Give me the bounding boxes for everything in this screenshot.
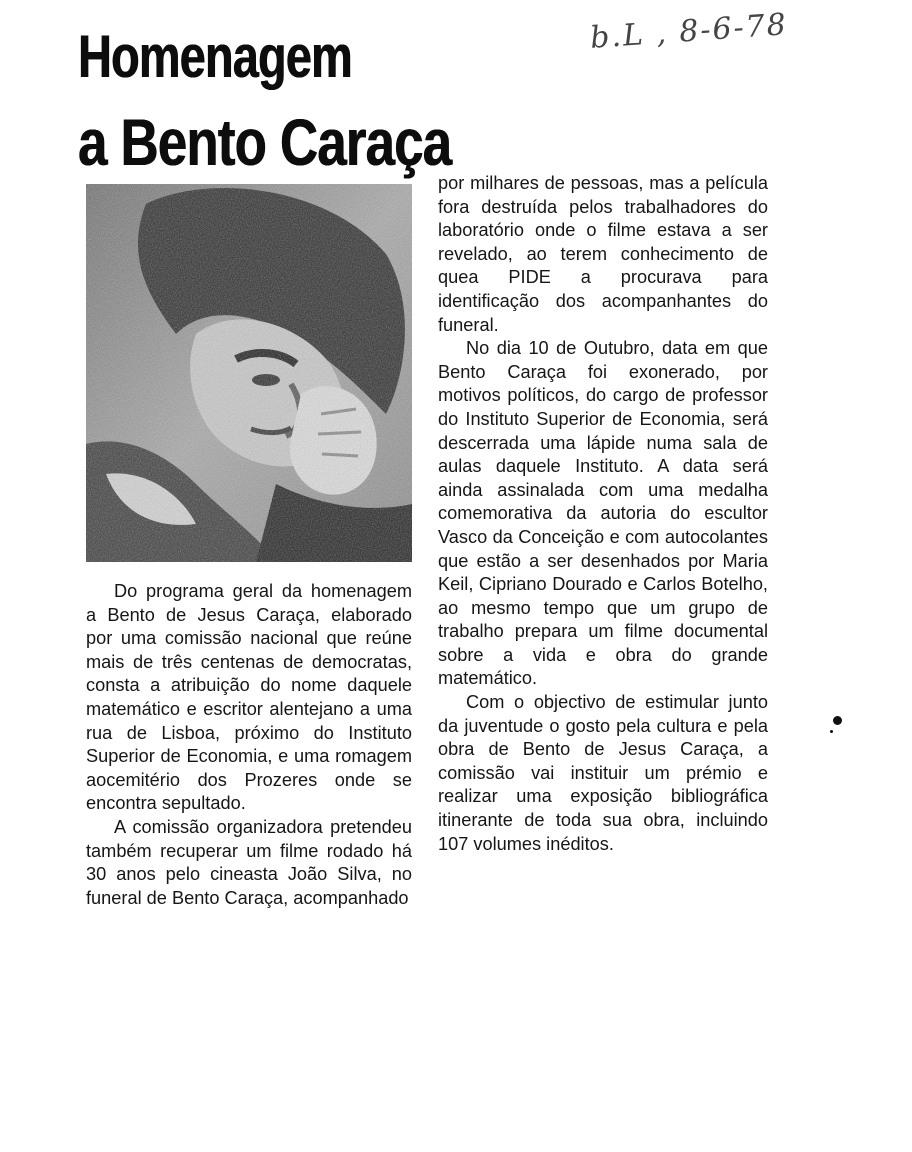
article-paragraph: No dia 10 de Outubro, data em que Bento Caraça foi exonerado, por motivos políticos, do cargo de professor do Instituto Superior de Economia, será descerrada uma lápide numa sala de aulas daquele Instituto. A data será ainda assinalada com uma medalha comemorativa da autoria do escultor Vasco da Conceição e com autocolantes que estão a ser desenhados por Maria Keil, Cipriano Dourado e Carlos Botelho, ao mesmo tempo que um grupo de trabalho prepara um filme documental sobre a vida e obra do grande matemático. [438, 338, 768, 689]
ink-speck [830, 730, 833, 733]
article-right-column [438, 172, 768, 856]
article-paragraph: A comissão organizadora pretendeu também recuperar um filme rodado há 30 anos pelo cineasta João Silva, no funeral de Bento Caraça, acompanhado [86, 816, 412, 908]
article-paragraph: Com o objectivo de estimular junto da juventude o gosto pela cultura e pela obra de Bento de Jesus Caraça, a comissão vai instituir um prémio e realizar uma exposição bibliográfica itinerante de toda sua obra, incluindo 107 volumes inéditos. [438, 692, 768, 854]
article-paragraph: por milhares de pessoas, mas a película fora destruída pelos trabalhadores do laboratório onde o filme estava a ser revelado, ao terem conhecimento de quea PIDE a procurava para identificação dos acompanhantes do funeral. [438, 173, 768, 335]
portrait-photo-icon [86, 184, 412, 562]
ink-speck [833, 716, 842, 725]
handwritten-date-note: b.L , 8-6-78 [589, 7, 789, 56]
headline-line-1: Homenagem [78, 23, 352, 90]
article-left-column [86, 580, 412, 910]
headline-line-2: a Bento Caraça [78, 105, 452, 179]
article-paragraph: Do programa geral da homenagem a Bento de Jesus Caraça, elaborado por uma comissão nacional que reúne mais de três centenas de democratas, consta a atribuição do nome daquele matemático e escritor alentejano a uma rua de Lisboa, próximo do Instituto Superior de Economia, e uma romagem aocemitério dos Prozeres onde se encontra sepultado. [86, 581, 412, 814]
portrait-photo [86, 184, 412, 562]
